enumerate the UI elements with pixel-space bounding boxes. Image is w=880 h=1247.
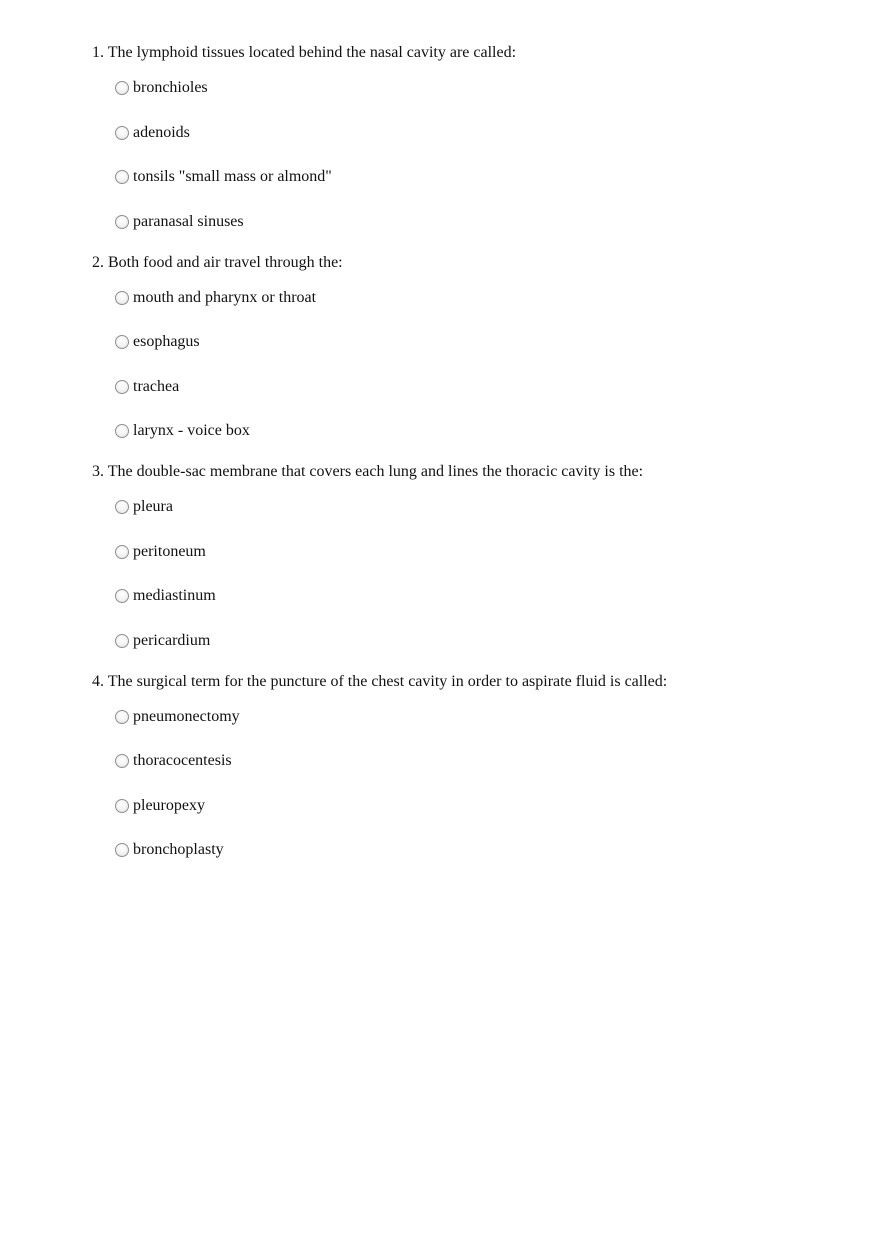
answer-option[interactable] xyxy=(115,420,832,442)
answer-option[interactable] xyxy=(115,376,832,398)
radio-button-icon[interactable] xyxy=(115,589,129,603)
answer-option[interactable] xyxy=(115,77,832,99)
answer-option[interactable] xyxy=(115,122,832,144)
question-2 xyxy=(92,252,832,443)
answer-label: larynx - voice box xyxy=(133,422,250,439)
answer-option[interactable] xyxy=(115,750,832,772)
radio-button-icon[interactable] xyxy=(115,424,129,438)
quiz-form xyxy=(92,42,832,880)
radio-button-icon[interactable] xyxy=(115,215,129,229)
answer-label: paranasal sinuses xyxy=(133,212,244,230)
answer-label: adenoids xyxy=(133,123,190,141)
radio-button-icon[interactable] xyxy=(115,81,129,95)
radio-button-icon[interactable] xyxy=(115,335,129,349)
question-4 xyxy=(92,671,832,862)
answer-option[interactable] xyxy=(115,706,832,728)
question-text: 4. The surgical term for the puncture of the chest cavity in order to aspirate fluid is called: xyxy=(92,672,668,690)
radio-button-icon[interactable] xyxy=(115,380,129,394)
radio-button-icon[interactable] xyxy=(115,126,129,140)
answer-label: trachea xyxy=(133,377,180,395)
radio-button-icon[interactable] xyxy=(115,799,129,813)
radio-button-icon[interactable] xyxy=(115,634,129,648)
radio-button-icon[interactable] xyxy=(115,843,129,857)
answer-label: pleuropexy xyxy=(133,796,205,814)
answer-options xyxy=(115,77,832,233)
answer-label: esophagus xyxy=(133,333,200,350)
answer-option[interactable] xyxy=(115,287,832,309)
answer-label: tonsils "small mass or almond" xyxy=(133,168,332,185)
answer-option[interactable] xyxy=(115,331,832,353)
question-text: 3. The double-sac membrane that covers each lung and lines the thoracic cavity is the: xyxy=(92,463,644,480)
answer-option[interactable] xyxy=(115,795,832,817)
answer-label: peritoneum xyxy=(133,542,206,560)
answer-label: pericardium xyxy=(133,631,211,649)
answer-option[interactable] xyxy=(115,211,832,233)
radio-button-icon[interactable] xyxy=(115,710,129,724)
answer-label: mediastinum xyxy=(133,587,216,604)
answer-option[interactable] xyxy=(115,166,832,188)
question-text: 1. The lymphoid tissues located behind the nasal cavity are called: xyxy=(92,44,517,61)
answer-label: pleura xyxy=(133,498,173,515)
question-text: 2. Both food and air travel through the: xyxy=(92,253,343,271)
answer-options xyxy=(115,496,832,652)
answer-options xyxy=(115,287,832,443)
radio-button-icon[interactable] xyxy=(115,754,129,768)
answer-label: thoracocentesis xyxy=(133,752,232,769)
answer-option[interactable] xyxy=(115,585,832,607)
answer-option[interactable] xyxy=(115,541,832,563)
radio-button-icon[interactable] xyxy=(115,291,129,305)
answer-option[interactable] xyxy=(115,630,832,652)
radio-button-icon[interactable] xyxy=(115,500,129,514)
answer-label: pneumonectomy xyxy=(133,707,240,725)
answer-label: bronchioles xyxy=(133,79,208,96)
radio-button-icon[interactable] xyxy=(115,170,129,184)
question-1 xyxy=(92,42,832,233)
answer-option[interactable] xyxy=(115,496,832,518)
question-3 xyxy=(92,461,832,652)
radio-button-icon[interactable] xyxy=(115,545,129,559)
answer-label: bronchoplasty xyxy=(133,841,224,858)
answer-option[interactable] xyxy=(115,839,832,861)
answer-options xyxy=(115,706,832,862)
answer-label: mouth and pharynx or throat xyxy=(133,288,317,306)
